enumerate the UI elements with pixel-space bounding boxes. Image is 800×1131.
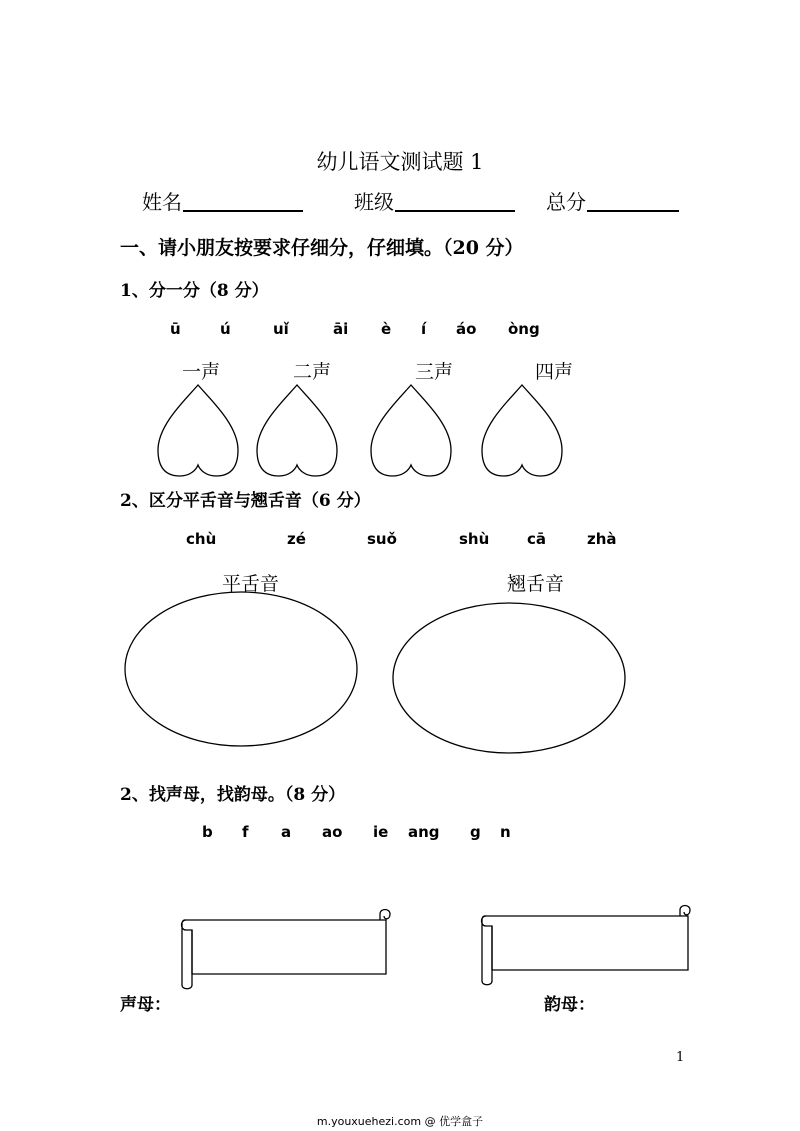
- pinyin-item: chù: [186, 530, 217, 548]
- pinyin-item: uǐ: [273, 320, 289, 338]
- letter-item: g: [470, 823, 481, 841]
- section-heading: 一、请小朋友按要求仔细分，仔细填。（20 分）: [120, 237, 524, 259]
- footer-watermark: m.youxuehezi.com @ 优学盒子: [316, 1115, 484, 1128]
- scroll-box-initials: [182, 910, 391, 989]
- pinyin-item: ū: [170, 320, 181, 338]
- heart-box: [257, 385, 337, 476]
- letter-item: b: [202, 823, 213, 841]
- pinyin-item: áo: [456, 320, 477, 338]
- tone-label: 二声: [293, 361, 332, 383]
- tone-label: 一声: [182, 361, 221, 383]
- tone-label: 四声: [535, 361, 574, 383]
- letter-item: ao: [322, 823, 343, 841]
- retroflex-oval: [393, 603, 625, 753]
- letter-item: a: [281, 823, 292, 841]
- pinyin-item: āi: [333, 320, 349, 338]
- letter-item: ie: [373, 823, 389, 841]
- pinyin-item: shù: [459, 530, 490, 548]
- pinyin-item: ú: [220, 320, 231, 338]
- initials-label: 声母：: [120, 995, 171, 1015]
- flat-tongue-label: 平舌音: [222, 573, 280, 595]
- scroll-box-finals: [482, 906, 691, 985]
- heart-box: [371, 385, 451, 476]
- question-1-heading: 1、分一分（8 分）: [120, 281, 269, 301]
- letter-item: n: [500, 823, 511, 841]
- question-2-heading: 2、区分平舌音与翘舌音（6 分）: [120, 491, 371, 511]
- pinyin-item: cā: [527, 530, 547, 548]
- pinyin-item: zé: [287, 530, 306, 548]
- heart-box: [158, 385, 238, 476]
- finals-label: 韵母：: [544, 995, 595, 1015]
- page-title: 幼儿语文测试题 1: [316, 150, 484, 174]
- letter-item: f: [242, 823, 249, 841]
- letter-item: ang: [408, 823, 440, 841]
- question-3-heading: 2、找声母，找韵母。（8 分）: [120, 785, 346, 805]
- heart-box: [482, 385, 562, 476]
- name-label: 姓名: [142, 190, 182, 214]
- retroflex-label: 翘舌音: [507, 573, 565, 595]
- pinyin-item: è: [381, 320, 392, 338]
- tone-label: 三声: [415, 361, 454, 383]
- flat-tongue-oval: [125, 592, 357, 746]
- score-label: 总分: [546, 190, 586, 214]
- pinyin-item: suǒ: [367, 530, 397, 548]
- class-label: 班级: [354, 190, 394, 214]
- pinyin-item: í: [421, 320, 427, 338]
- pinyin-item: zhà: [587, 530, 617, 548]
- pinyin-item: òng: [508, 320, 540, 338]
- page-number: 1: [676, 1050, 685, 1065]
